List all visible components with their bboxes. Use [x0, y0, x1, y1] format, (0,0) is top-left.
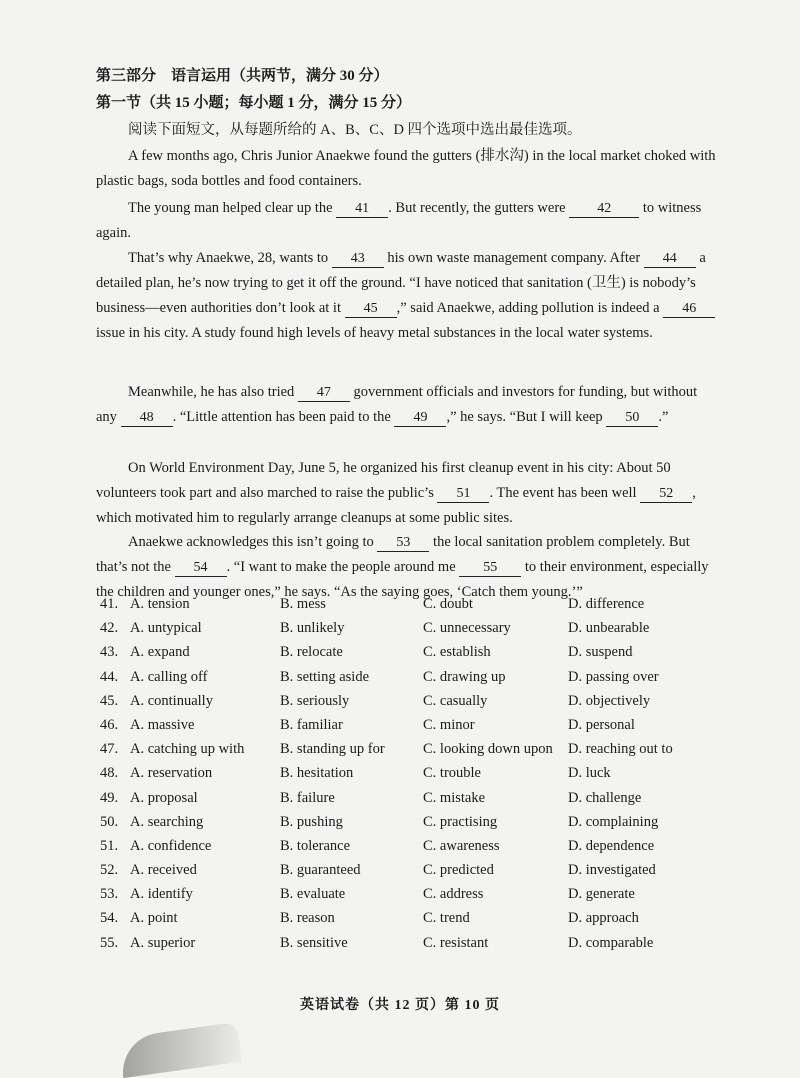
option-c: C. casually	[423, 692, 488, 709]
option-c: C. establish	[423, 644, 491, 661]
question-row	[100, 935, 720, 959]
option-d: D. unbearable	[568, 620, 650, 637]
question-number: 47.	[100, 741, 119, 758]
blank-45: 45	[345, 301, 397, 318]
question-number: 48.	[100, 765, 119, 782]
option-b: B. failure	[280, 789, 335, 806]
option-b: B. guaranteed	[280, 862, 361, 879]
option-c: C. mistake	[423, 789, 486, 806]
option-b: B. reason	[280, 910, 335, 927]
option-a: A. massive	[130, 716, 195, 733]
blank-42: 42	[569, 201, 639, 218]
question-number: 50.	[100, 813, 119, 830]
option-d: D. difference	[568, 596, 645, 612]
blank-46: 46	[663, 301, 715, 318]
option-a: A. identify	[130, 886, 193, 903]
question-row	[100, 910, 720, 934]
question-number: 55.	[100, 934, 119, 951]
option-b: B. unlikely	[280, 620, 345, 637]
option-d: D. investigated	[568, 862, 656, 879]
option-b: B. relocate	[280, 644, 343, 661]
page-footer: 英语试卷（共 12 页）第 10 页	[300, 998, 500, 1013]
blank-55: 55	[459, 560, 521, 577]
option-a: A. untypical	[130, 620, 202, 637]
question-row	[100, 838, 720, 862]
option-c: C. unnecessary	[423, 620, 511, 637]
question-number: 53.	[100, 886, 119, 903]
question-row	[100, 862, 720, 886]
option-d: D. objectively	[568, 692, 651, 709]
option-c: C. address	[423, 886, 484, 903]
option-c: C. drawing up	[423, 668, 506, 685]
question-number: 43.	[100, 644, 119, 661]
option-b: B. standing up for	[280, 741, 385, 758]
question-row	[100, 669, 720, 693]
question-row	[100, 886, 720, 910]
option-b: B. pushing	[280, 813, 343, 830]
option-b: B. setting aside	[280, 668, 370, 685]
options-list	[100, 596, 720, 959]
option-a: A. reservation	[130, 765, 213, 782]
option-c: C. trend	[423, 910, 470, 927]
option-c: C. predicted	[423, 862, 494, 879]
question-number: 54.	[100, 910, 119, 927]
blank-47: 47	[298, 385, 350, 402]
question-row	[100, 693, 720, 717]
blank-44: 44	[644, 251, 696, 268]
option-c: C. looking down upon	[423, 741, 553, 758]
paragraph-2: The young man helped clear up the 41 . But recently, the gutters were 42 to witness again.	[96, 200, 702, 241]
option-a: A. searching	[130, 813, 204, 830]
option-d: D. dependence	[568, 837, 655, 854]
option-a: A. tension	[130, 596, 190, 612]
question-number: 42.	[100, 620, 119, 637]
question-row	[100, 765, 720, 789]
question-number: 45.	[100, 692, 119, 709]
option-a: A. received	[130, 862, 197, 879]
option-c: C. minor	[423, 716, 475, 733]
question-row	[100, 644, 720, 668]
blank-51: 51	[437, 486, 489, 503]
option-d: D. reaching out to	[568, 741, 673, 758]
blank-52: 52	[640, 486, 692, 503]
question-number: 51.	[100, 837, 119, 854]
paragraph-4: Meanwhile, he has also tried 47 government officials and investors for funding, but without any 48 . “Little attention has been paid to the 49 ,” he says. “But I will keep 50 .”	[96, 384, 698, 425]
option-b: B. sensitive	[280, 934, 348, 951]
option-b: B. tolerance	[280, 837, 351, 854]
blank-50: 50	[606, 410, 658, 427]
part-heading: 第三部分 语言运用（共两节，满分 30 分）	[96, 68, 389, 84]
option-d: D. complaining	[568, 813, 659, 830]
paragraph-3: That’s why Anaekwe, 28, wants to 43 his own waste management company. After 44 a detailed plan, he’s now trying to get it off the ground. “I have noticed that sanitation (卫生) is nobody’s business—even authorities don’t look at it 45 ,” said Anaekwe, adding pollution is indeed a 46 issue in his city. A study found high levels of heavy metal substances in the local water systems.	[96, 246, 716, 346]
option-b: B. mess	[280, 596, 326, 612]
blank-54: 54	[175, 560, 227, 577]
question-row	[100, 717, 720, 741]
option-a: A. superior	[130, 934, 196, 951]
option-d: D. suspend	[568, 644, 633, 661]
blank-53: 53	[377, 535, 429, 552]
blank-48: 48	[121, 410, 173, 427]
question-number: 41.	[100, 596, 119, 612]
paragraph-1: A few months ago, Chris Junior Anaekwe found the gutters (排水沟) in the local market choked with plastic bags, soda bottles and food containers.	[96, 148, 716, 189]
option-a: A. point	[130, 910, 178, 927]
finger-shadow	[118, 1022, 242, 1078]
paragraph-5: On World Environment Day, June 5, he organized his first cleanup event in his city: About 50 volunteers took part and also marched to raise the public’s 51 . The event has been well 52 , which motivated him to regularly arrange cleanups at some public sites.	[96, 460, 696, 526]
blank-41: 41	[336, 201, 388, 218]
paragraph-6: Anaekwe acknowledges this isn’t going to 53 the local sanitation problem completely. But that’s not the 54 . “I want to make the people around me 55 to their environment, especially the children and younger ones,” he says. “As the saying goes, ‘Catch them young.’”	[96, 534, 709, 600]
option-b: B. evaluate	[280, 886, 346, 903]
option-a: A. expand	[130, 644, 190, 661]
option-c: C. trouble	[423, 765, 481, 782]
blank-43: 43	[332, 251, 384, 268]
section-heading: 第一节（共 15 小题；每小题 1 分，满分 15 分）	[96, 95, 412, 111]
option-b: B. seriously	[280, 692, 350, 709]
question-number: 46.	[100, 716, 119, 733]
option-d: D. generate	[568, 886, 635, 903]
option-c: C. awareness	[423, 837, 500, 854]
option-c: C. doubt	[423, 596, 473, 612]
question-row	[100, 790, 720, 814]
option-a: A. calling off	[130, 668, 208, 685]
option-b: B. familiar	[280, 716, 343, 733]
question-number: 49.	[100, 789, 119, 806]
question-number: 52.	[100, 862, 119, 879]
option-d: D. personal	[568, 716, 635, 733]
question-row	[100, 814, 720, 838]
option-a: A. proposal	[130, 789, 198, 806]
option-c: C. practising	[423, 813, 498, 830]
option-d: D. challenge	[568, 789, 642, 806]
option-a: A. catching up with	[130, 741, 245, 758]
question-row	[100, 596, 720, 620]
question-number: 44.	[100, 668, 119, 685]
option-d: D. approach	[568, 910, 639, 927]
option-d: D. luck	[568, 765, 611, 782]
option-d: D. comparable	[568, 934, 654, 951]
option-a: A. continually	[130, 692, 213, 709]
option-b: B. hesitation	[280, 765, 354, 782]
question-row	[100, 620, 720, 644]
question-row	[100, 741, 720, 765]
option-d: D. passing over	[568, 668, 659, 685]
instruction: 阅读下面短文，从每题所给的 A、B、C、D 四个选项中选出最佳选项。	[128, 122, 582, 138]
option-a: A. confidence	[130, 837, 212, 854]
blank-49: 49	[394, 410, 446, 427]
option-c: C. resistant	[423, 934, 489, 951]
